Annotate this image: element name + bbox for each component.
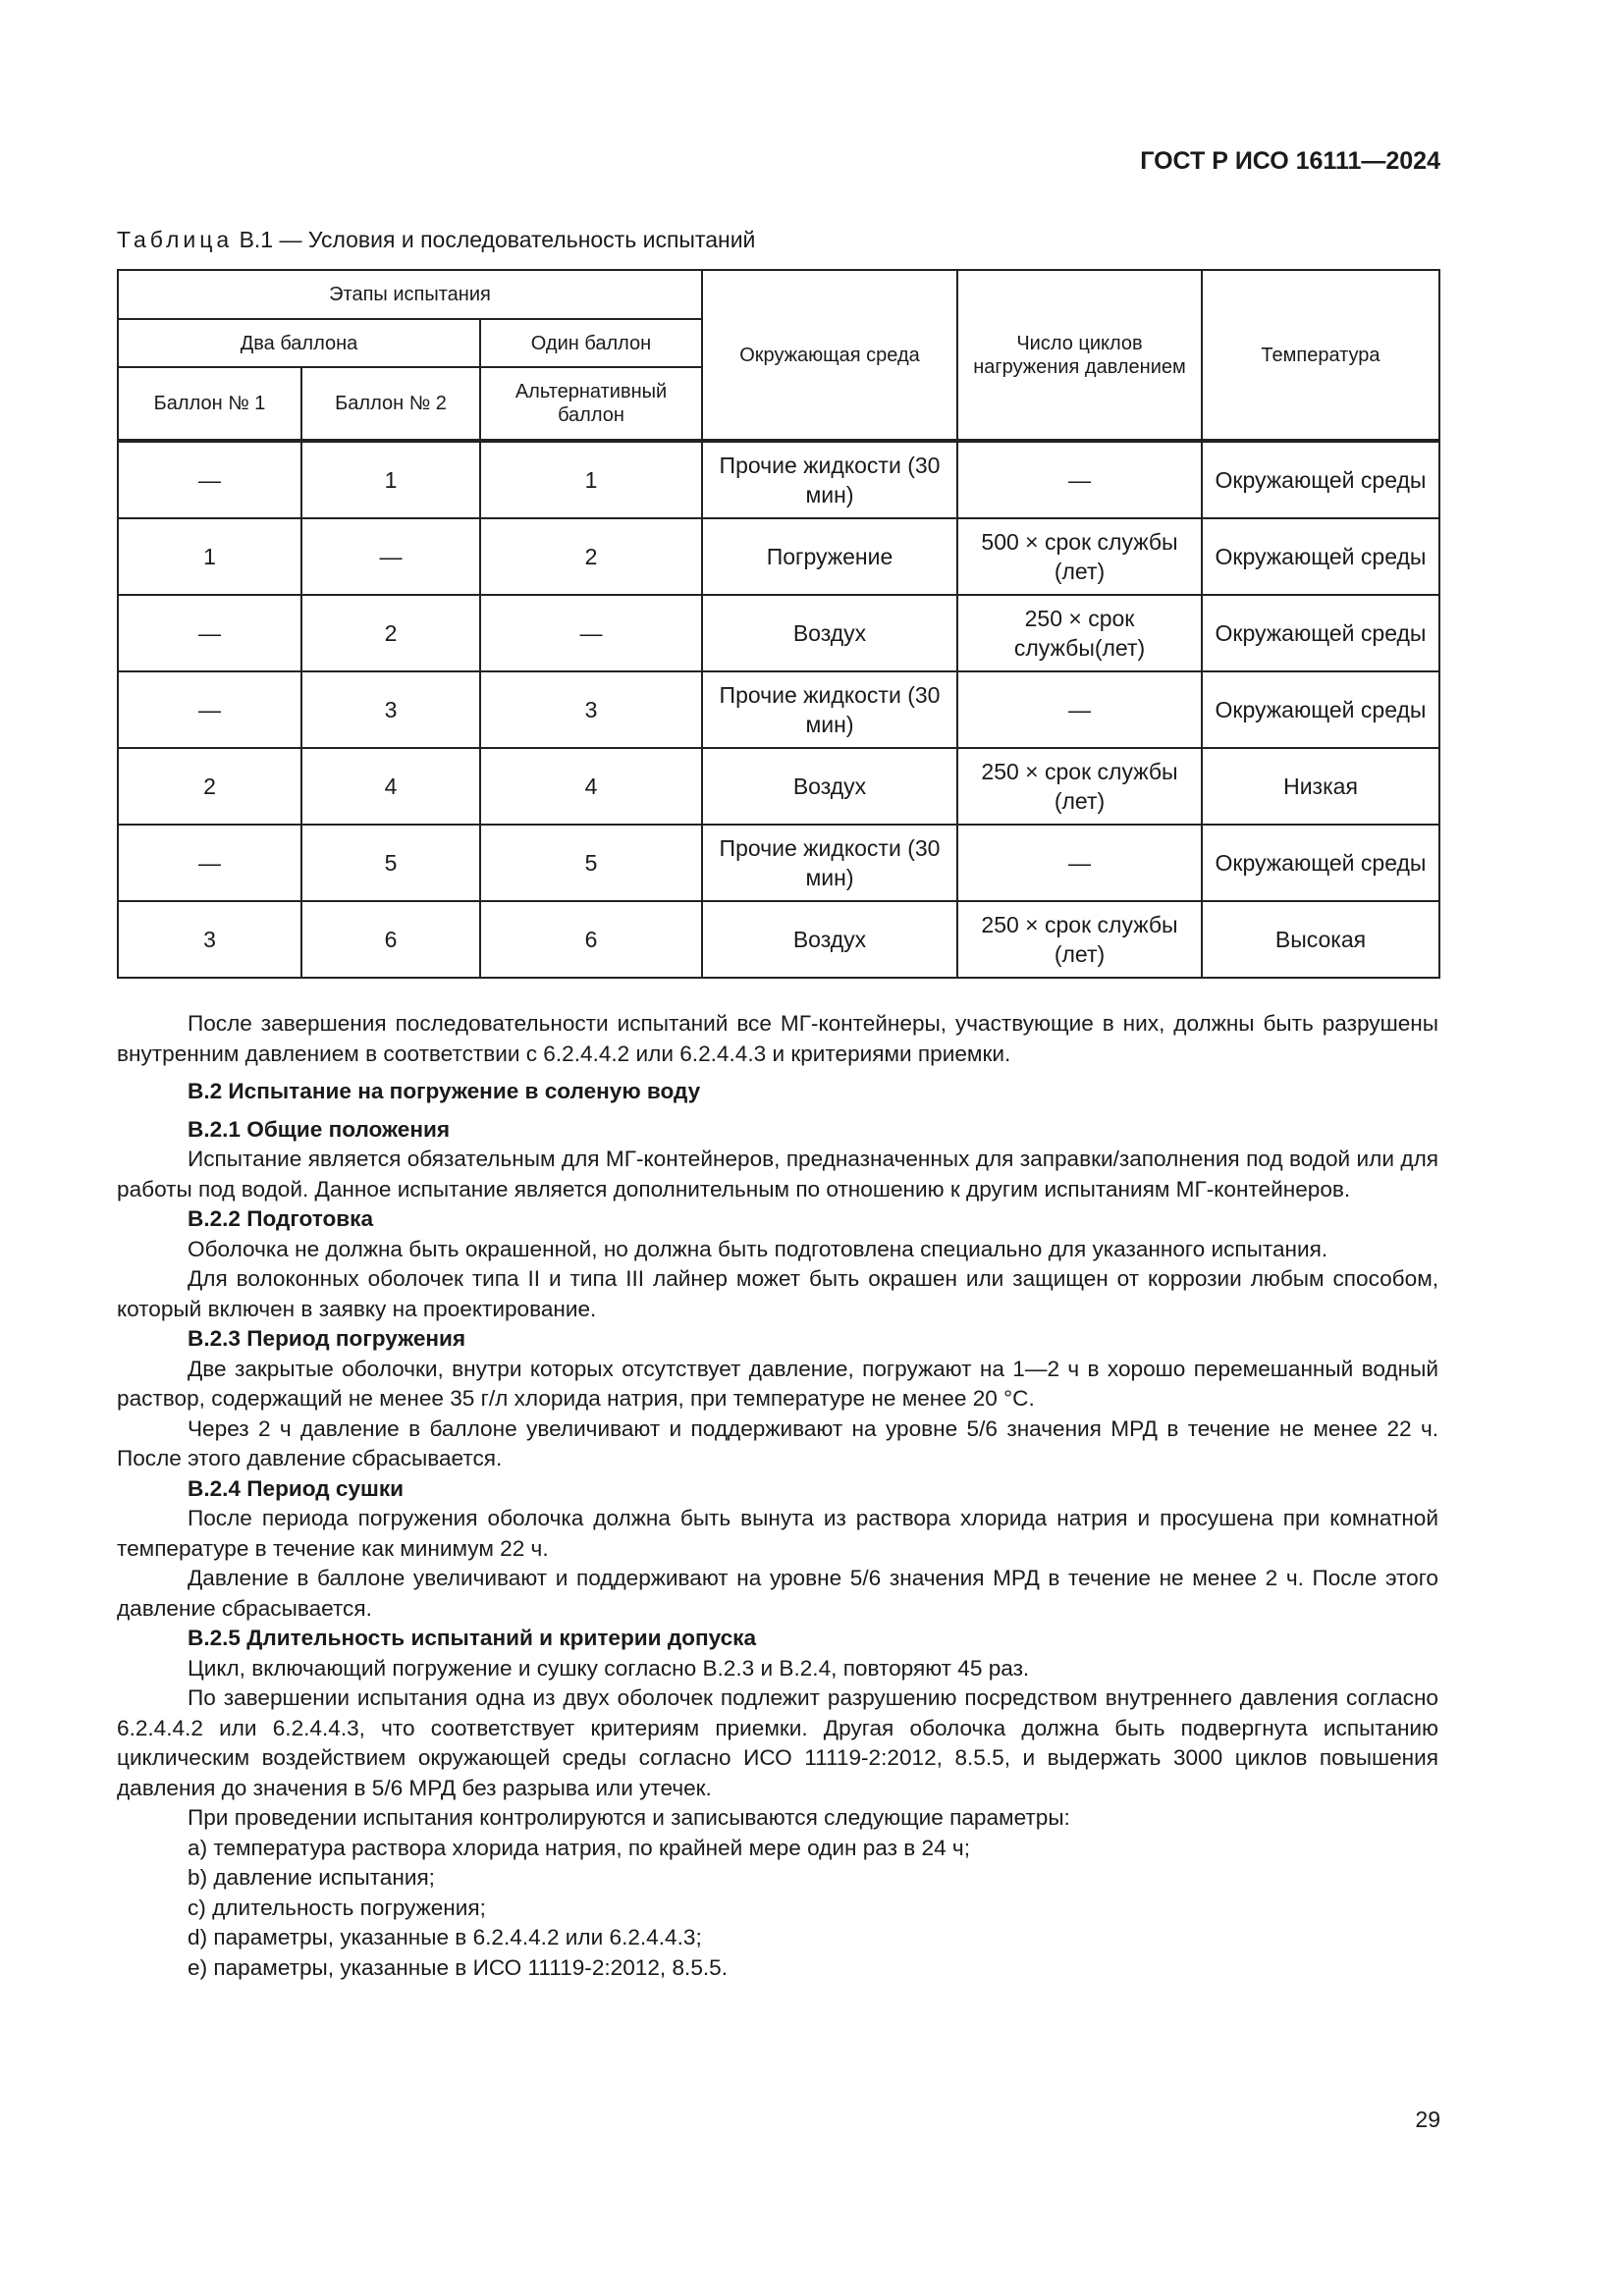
header-cylinder-2: Баллон № 2 xyxy=(301,367,480,441)
cell-alternative: — xyxy=(480,595,702,671)
cell-temperature: Низкая xyxy=(1202,748,1439,825)
header-two-cylinders: Два баллона xyxy=(118,319,480,367)
section-heading-b2-4: В.2.4 Период сушки xyxy=(188,1475,405,1501)
table-caption-prefix: Таблица xyxy=(117,227,234,252)
list-item: е) параметры, указанные в ИСО 11119-2:2012, 8.5.5. xyxy=(188,1954,729,1980)
cell-alternative: 6 xyxy=(480,901,702,978)
cell-cylinder-2: 3 xyxy=(301,671,480,748)
paragraph-after-table: После завершения последовательности испытаний все МГ-контейнеры, участвующие в них, должны быть разрушены внутренним давлением в соответствии с 6.2.4.4.2 или 6.2.4.4.3 и критериями приемки. xyxy=(117,1011,1438,1066)
cell-cycles: 250 × срок службы (лет) xyxy=(957,748,1202,825)
header-alternative-cylinder: Альтернативный баллон xyxy=(480,367,702,441)
cell-cylinder-1: — xyxy=(118,595,301,671)
cell-temperature: Окружающей среды xyxy=(1202,671,1439,748)
paragraph-b2-2-2: Для волоконных оболочек типа II и типа III лайнер может быть окрашен или защищен от коррозии любым способом, который включен в заявку на проектирование. xyxy=(117,1266,1438,1321)
table-row xyxy=(118,671,1439,748)
table-row xyxy=(118,825,1439,901)
paragraph-b2-4-2: Давление в баллоне увеличивают и поддерживают на уровне 5/6 значения МРД в течение не менее 2 ч. После этого давление сбрасывается. xyxy=(117,1566,1438,1621)
paragraph-b2-5-1: Цикл, включающий погружение и сушку согласно В.2.3 и В.2.4, повторяют 45 раз. xyxy=(188,1655,1030,1681)
cell-cylinder-2: 4 xyxy=(301,748,480,825)
cell-cycles: 250 × срок службы (лет) xyxy=(957,901,1202,978)
table-row xyxy=(118,518,1439,595)
cell-cylinder-1: 2 xyxy=(118,748,301,825)
paragraph-b2-1: Испытание является обязательным для МГ-контейнеров, предназначенных для заправки/заполнения под водой или для работы под водой. Данное испытание является дополнительным по отношению к другим испытаниям МГ-контейнеров. xyxy=(117,1147,1438,1201)
table-row xyxy=(118,595,1439,671)
paragraph-b2-3-2: Через 2 ч давление в баллоне увеличивают и поддерживают на уровне 5/6 значения МРД в течение не менее 22 ч. После этого давление сбрасывается. xyxy=(117,1415,1438,1470)
section-heading-b2-5: В.2.5 Длительность испытаний и критерии допуска xyxy=(188,1626,757,1650)
section-heading-b2-1: В.2.1 Общие положения xyxy=(188,1116,451,1142)
cell-environment: Прочие жидкости (30 мин) xyxy=(702,825,957,901)
cell-temperature: Окружающей среды xyxy=(1202,441,1439,518)
list-item: c) длительность погружения; xyxy=(188,1895,486,1920)
cell-environment: Погружение xyxy=(702,518,957,595)
section-heading-b2: В.2 Испытание на погружение в соленую воду xyxy=(188,1079,701,1103)
test-conditions-table xyxy=(117,269,1440,979)
cell-cylinder-2: 1 xyxy=(301,441,480,518)
header-temperature: Температура xyxy=(1202,270,1439,441)
cell-alternative: 4 xyxy=(480,748,702,825)
paragraph-b2-3-1: Две закрытые оболочки, внутри которых отсутствует давление, погружают на 1—2 ч в хорошо перемешанный водный раствор, содержащий не менее 35 г/л хлорида натрия, при температуре не менее 20 °С. xyxy=(117,1356,1438,1411)
cell-cycles: 250 × срок службы(лет) xyxy=(957,595,1202,671)
cell-environment: Воздух xyxy=(702,748,957,825)
cell-cylinder-1: 1 xyxy=(118,518,301,595)
cell-cycles: — xyxy=(957,825,1202,901)
cell-cycles: 500 × срок службы (лет) xyxy=(957,518,1202,595)
table-caption xyxy=(117,227,755,253)
cell-environment: Воздух xyxy=(702,595,957,671)
section-heading-b2-3: В.2.3 Период погружения xyxy=(188,1326,466,1351)
header-one-cylinder: Один баллон xyxy=(480,319,702,367)
cell-cylinder-1: — xyxy=(118,825,301,901)
list-item: b) давление испытания; xyxy=(188,1865,435,1890)
cell-cylinder-2: 2 xyxy=(301,595,480,671)
paragraph-b2-5-2: По завершении испытания одна из двух оболочек подлежит разрушению посредством внутреннего давления согласно 6.2.4.4.2 или 6.2.4.4.3, что соответствует критериям приемки. Другая оболочка должна быть подвергнута испытанию циклическим воздействием окружающей среды согласно ИСО 11119-2:2012, 8.5.5, и выдержать 3000 циклов повышения давления до значения в 5/6 МРД без разрыва или утечек. xyxy=(117,1685,1438,1800)
cell-alternative: 3 xyxy=(480,671,702,748)
cell-temperature: Окружающей среды xyxy=(1202,518,1439,595)
cell-cylinder-1: 3 xyxy=(118,901,301,978)
cell-alternative: 1 xyxy=(480,441,702,518)
section-heading-b2-2: В.2.2 Подготовка xyxy=(188,1206,374,1231)
list-item: d) параметры, указанные в 6.2.4.4.2 или 6.2.4.4.3; xyxy=(188,1925,702,1949)
cell-cylinder-1: — xyxy=(118,441,301,518)
cell-cylinder-2: 6 xyxy=(301,901,480,978)
paragraph-b2-4-1: После периода погружения оболочка должна быть вынута из раствора хлорида натрия и просушена при комнатной температуре в течение как минимум 22 ч. xyxy=(117,1506,1438,1561)
cell-cylinder-1: — xyxy=(118,671,301,748)
cell-temperature: Высокая xyxy=(1202,901,1439,978)
list-item: а) температура раствора хлорида натрия, по крайней мере один раз в 24 ч; xyxy=(188,1835,970,1860)
cell-temperature: Окружающей среды xyxy=(1202,825,1439,901)
table-row xyxy=(118,441,1439,518)
document-body xyxy=(117,1009,1438,1983)
header-test-stages: Этапы испытания xyxy=(118,270,702,319)
header-cylinder-1: Баллон № 1 xyxy=(118,367,301,441)
cell-environment: Воздух xyxy=(702,901,957,978)
cell-cylinder-2: — xyxy=(301,518,480,595)
cell-environment: Прочие жидкости (30 мин) xyxy=(702,441,957,518)
cell-temperature: Окружающей среды xyxy=(1202,595,1439,671)
cell-cycles: — xyxy=(957,441,1202,518)
cell-environment: Прочие жидкости (30 мин) xyxy=(702,671,957,748)
table-row xyxy=(118,901,1439,978)
document-code: ГОСТ Р ИСО 16111—2024 xyxy=(1140,147,1440,175)
header-environment: Окружающая среда xyxy=(702,270,957,441)
header-pressure-cycles: Число циклов нагружения давлением xyxy=(957,270,1202,441)
paragraph-b2-5-3: При проведении испытания контролируются и записываются следующие параметры: xyxy=(188,1805,1070,1830)
cell-cylinder-2: 5 xyxy=(301,825,480,901)
table-caption-title: В.1 — Условия и последовательность испытаний xyxy=(233,227,756,252)
cell-cycles: — xyxy=(957,671,1202,748)
cell-alternative: 5 xyxy=(480,825,702,901)
page-number: 29 xyxy=(1415,2107,1440,2132)
paragraph-b2-2-1: Оболочка не должна быть окрашенной, но должна быть подготовлена специально для указанного испытания. xyxy=(188,1236,1328,1261)
cell-alternative: 2 xyxy=(480,518,702,595)
table-row xyxy=(118,748,1439,825)
